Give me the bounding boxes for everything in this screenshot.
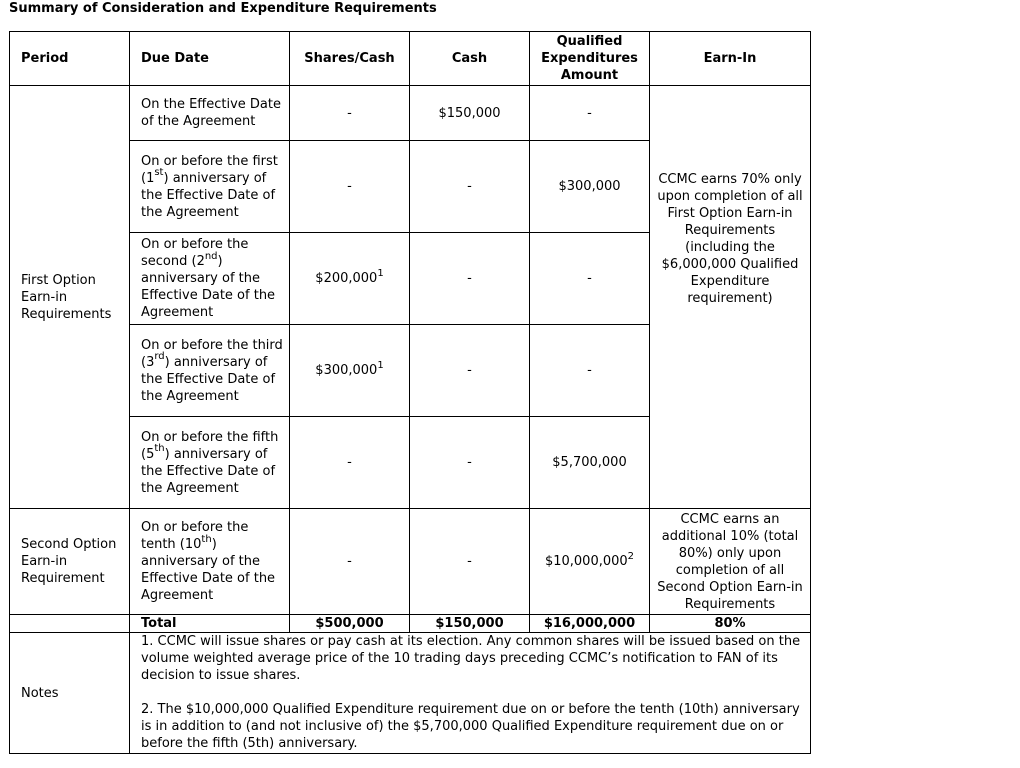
due-date-text: ) anniversary of the Effective Date of the Agreement bbox=[141, 254, 276, 320]
shares-cash-cell: - bbox=[290, 509, 410, 615]
due-date-cell bbox=[130, 325, 290, 417]
due-date-text: On or before the second (2 bbox=[141, 237, 249, 269]
second-option-earn-in: CCMC earns an additional 10% (total 80%) only upon completion of all Second Option Earn-in Requirements bbox=[650, 509, 811, 615]
due-date-text: ) anniversary of the Effective Date of the Agreement bbox=[141, 354, 276, 404]
qualified-cell: $5,700,000 bbox=[530, 417, 650, 509]
header-period: Period bbox=[10, 32, 130, 86]
header-row bbox=[10, 32, 811, 86]
ordinal-superscript: st bbox=[154, 167, 164, 179]
qualified-cell: - bbox=[530, 233, 650, 325]
note-2: 2. The $10,000,000 Qualified Expenditure requirement due on or before the tenth (10th) anniversary is in addition to (and not inclusive of) the $5,700,000 Qualified Expenditure requirement due on or before the fifth (5th) anniversary. bbox=[141, 702, 800, 751]
qualified-cell: - bbox=[530, 325, 650, 417]
cash-cell: - bbox=[410, 417, 530, 509]
table-row bbox=[10, 86, 811, 141]
header-shares-cash: Shares/Cash bbox=[290, 32, 410, 86]
page-title: Summary of Consideration and Expenditure Requirements bbox=[9, 1, 437, 16]
second-option-period: Second Option Earn-in Requirement bbox=[10, 509, 130, 615]
cash-cell: - bbox=[410, 141, 530, 233]
total-empty-cell bbox=[10, 615, 130, 633]
total-cash: $150,000 bbox=[410, 615, 530, 633]
header-cash: Cash bbox=[410, 32, 530, 86]
shares-cash-value: $200,000 bbox=[315, 271, 378, 286]
total-shares-cash: $500,000 bbox=[290, 615, 410, 633]
due-date-cell bbox=[130, 509, 290, 615]
shares-cash-cell: - bbox=[290, 417, 410, 509]
footnote-marker: 1 bbox=[377, 359, 384, 371]
ordinal-superscript: nd bbox=[204, 250, 218, 262]
due-date-text: ) anniversary of the Effective Date of the Agreement bbox=[141, 537, 276, 603]
total-row bbox=[10, 615, 811, 633]
due-date-text: On or before the fifth (5 bbox=[141, 429, 279, 462]
due-date-text: ) anniversary of the Effective Date of the Agreement bbox=[141, 170, 276, 220]
due-date-text: On or before the third (3 bbox=[141, 337, 283, 370]
qualified-value: $10,000,000 bbox=[544, 554, 628, 569]
due-date-cell bbox=[130, 233, 290, 325]
total-label: Total bbox=[130, 615, 290, 633]
notes-row bbox=[10, 633, 811, 754]
shares-cash-cell: - bbox=[290, 141, 410, 233]
header-earn-in: Earn-In bbox=[650, 32, 811, 86]
footnote-marker: 1 bbox=[377, 267, 384, 279]
due-date-text: ) anniversary of the Effective Date of the Agreement bbox=[141, 446, 276, 496]
total-qualified: $16,000,000 bbox=[530, 615, 650, 633]
due-date-cell bbox=[130, 417, 290, 509]
footnote-marker: 2 bbox=[627, 550, 635, 562]
qualified-cell: $300,000 bbox=[530, 141, 650, 233]
due-date-cell bbox=[130, 141, 290, 233]
first-option-period: First Option Earn-in Requirements bbox=[10, 86, 130, 509]
ordinal-superscript: th bbox=[201, 533, 212, 545]
notes-content bbox=[130, 633, 811, 754]
cash-cell: $150,000 bbox=[410, 86, 530, 141]
due-date-text: On or before the tenth (10 bbox=[141, 520, 249, 552]
shares-cash-cell: - bbox=[290, 86, 410, 141]
qualified-cell: - bbox=[530, 86, 650, 141]
shares-cash-cell bbox=[290, 325, 410, 417]
due-date-text: On or before the first (1 bbox=[141, 153, 278, 186]
ordinal-superscript: th bbox=[154, 443, 165, 455]
total-earn-in: 80% bbox=[650, 615, 811, 633]
due-date-text: On the Effective Date of the Agreement bbox=[141, 97, 281, 129]
cash-cell: - bbox=[410, 325, 530, 417]
notes-label: Notes bbox=[10, 633, 130, 754]
header-due-date: Due Date bbox=[130, 32, 290, 86]
cash-cell: - bbox=[410, 509, 530, 615]
header-qualified: Qualified Expenditures Amount bbox=[530, 32, 650, 86]
shares-cash-value: $300,000 bbox=[315, 363, 378, 378]
cash-cell: - bbox=[410, 233, 530, 325]
qualified-cell bbox=[530, 509, 650, 615]
table-row bbox=[10, 509, 811, 615]
shares-cash-cell bbox=[290, 233, 410, 325]
note-1: 1. CCMC will issue shares or pay cash at its election. Any common shares will be issued based on the volume weighted average price of the 10 trading days preceding CCMC’s notification to FAN of its decision to issue shares. bbox=[141, 634, 801, 683]
summary-table bbox=[9, 31, 811, 754]
due-date-cell bbox=[130, 86, 290, 141]
first-option-earn-in: CCMC earns 70% only upon completion of all First Option Earn-in Requirements (including the $6,000,000 Qualified Expenditure requirement) bbox=[650, 86, 811, 509]
ordinal-superscript: rd bbox=[154, 351, 165, 363]
